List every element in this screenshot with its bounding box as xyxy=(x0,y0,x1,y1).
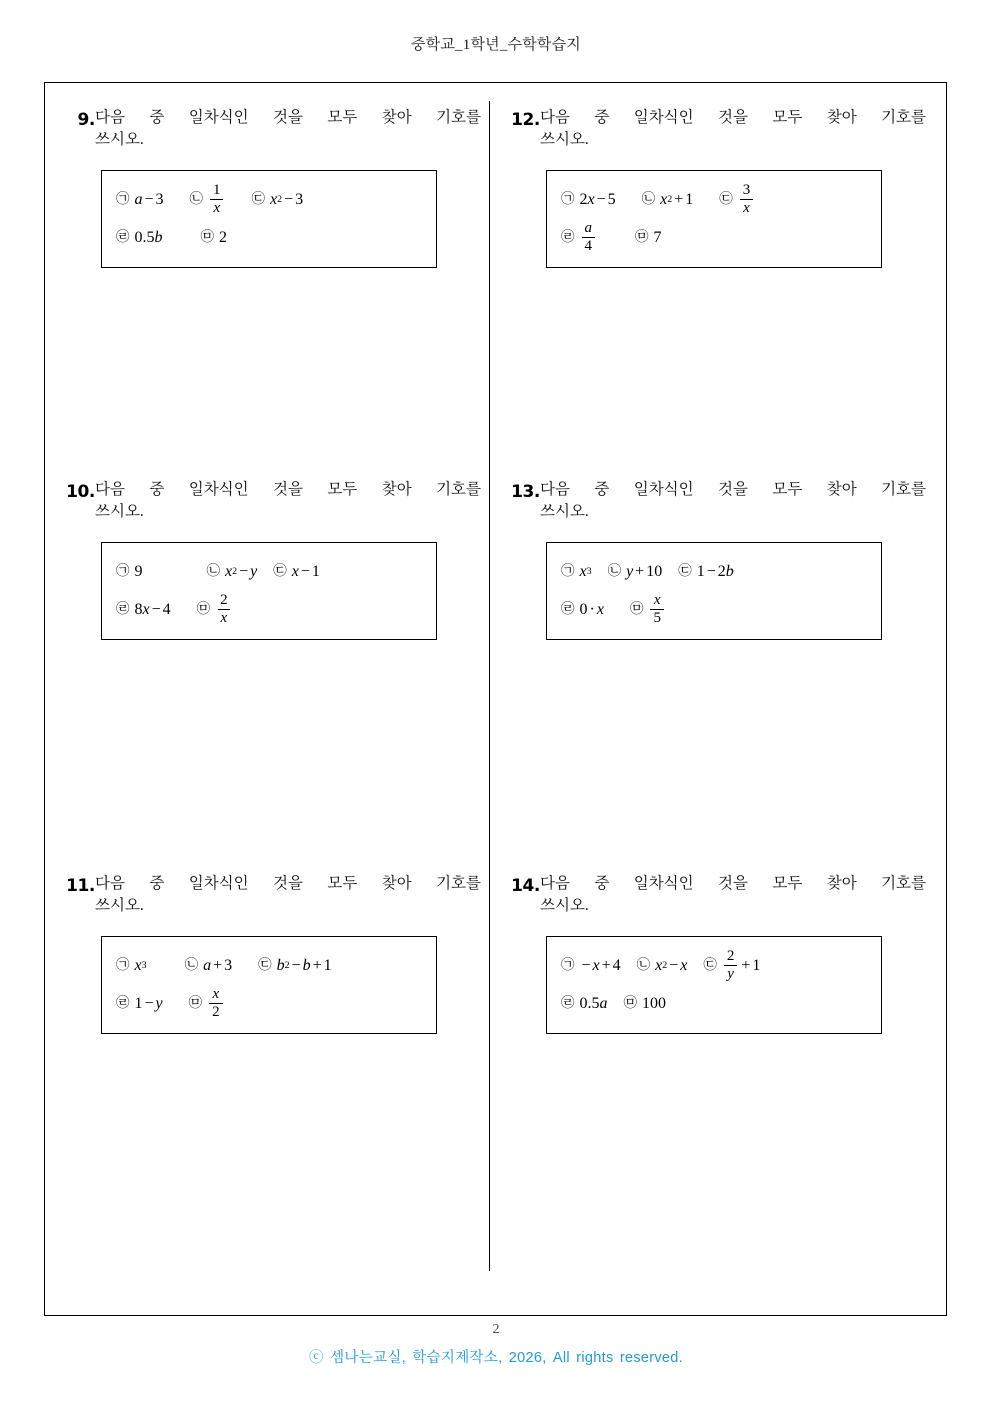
prompt-line-1: 다음 중 일차식인 것을 모두 찾아 기호를 xyxy=(540,109,926,126)
prompt-line-1: 다음 중 일차식인 것을 모두 찾아 기호를 xyxy=(95,481,481,498)
problem-14-prompt xyxy=(540,873,926,918)
choice-mark-circled-nieun: ㉡ xyxy=(184,957,199,974)
prompt-line-2: 쓰시오. xyxy=(95,503,144,521)
problem-14-number: 14. xyxy=(511,876,540,896)
problem-9-choice-d-expr: 0.5 b xyxy=(134,228,163,246)
problem-11-choice-row-2 xyxy=(116,987,424,1021)
worksheet-page-frame xyxy=(44,82,947,1316)
choice-mark-circled-nieun: ㉡ xyxy=(206,563,220,580)
choice-mark-circled-rieul: ㉣ xyxy=(116,229,130,246)
problem-10-choice-row-1 xyxy=(116,555,424,589)
problem-11-number: 11. xyxy=(66,876,95,896)
problem-10-choice-e-expr: $\frac{2}{x}$ xyxy=(215,593,233,627)
problem-10-choice-c xyxy=(273,563,320,581)
choice-mark-circled-digeut: ㉢ xyxy=(703,957,717,974)
problem-11-choice-d-expr: 1 − y xyxy=(134,994,163,1012)
prompt-line-1: 다음 중 일차식인 것을 모두 찾아 기호를 xyxy=(540,481,926,498)
problem-14-choice-row-2 xyxy=(561,987,869,1021)
problem-10-choice-a xyxy=(116,563,143,581)
problem-9-choice-a xyxy=(116,191,164,209)
problem-10-prompt xyxy=(95,479,481,524)
problem-12-number: 12. xyxy=(511,110,540,130)
problem-11-prompt xyxy=(95,873,481,918)
problem-14-choice-a xyxy=(561,957,621,975)
page-number: 2 xyxy=(492,1322,500,1337)
problem-10-choice-a-expr: 9 xyxy=(134,562,143,580)
choice-mark-circled-rieul: ㉣ xyxy=(561,229,575,246)
choice-mark-circled-rieul: ㉣ xyxy=(116,995,130,1012)
choice-mark-circled-giyeok: ㉠ xyxy=(116,563,130,580)
problem-9-choice-b-expr: $\frac{1}{x}$ xyxy=(208,183,226,217)
problem-14-choice-b-expr: x 2 − x xyxy=(655,956,688,974)
problem-14-choice-box xyxy=(546,936,882,1034)
problem-14-choice-c xyxy=(703,949,760,983)
problem-11-choice-c-expr: b 2 − b + 1 xyxy=(276,956,332,974)
problem-12-choice-d-expr: $\frac{a}{4}$ xyxy=(580,221,598,255)
left-column xyxy=(45,83,489,1315)
problem-11-choice-e xyxy=(189,987,225,1021)
problem-9-choice-b xyxy=(190,183,226,217)
problem-11-choice-a-expr: x 3 xyxy=(134,956,147,974)
prompt-line-2: 쓰시오. xyxy=(95,131,144,149)
choice-mark-circled-digeut: ㉢ xyxy=(273,563,287,580)
prompt-line-1: 다음 중 일차식인 것을 모두 찾아 기호를 xyxy=(95,875,481,892)
problem-12-choice-b-expr: x 2 + 1 xyxy=(660,190,694,208)
problem-10-choice-b-expr: x 2 − y xyxy=(225,562,258,580)
problem-12-choice-row-1 xyxy=(561,183,869,217)
problem-13-choice-b xyxy=(608,563,663,581)
choice-mark-circled-mieum: ㉤ xyxy=(623,995,637,1012)
problem-14-choice-b xyxy=(637,957,688,975)
problem-9-choice-e xyxy=(201,229,228,247)
problem-12 xyxy=(490,107,934,268)
problem-13-choice-e-expr: $\frac{x}{5}$ xyxy=(648,593,666,627)
problem-12-choice-box xyxy=(546,170,882,268)
problem-14-choice-a-expr: − x + 4 xyxy=(581,956,621,974)
choice-mark-circled-digeut: ㉢ xyxy=(719,191,733,208)
problem-10-choice-row-2 xyxy=(116,593,424,627)
problem-12-head xyxy=(490,107,934,152)
problem-10-choice-box xyxy=(101,542,437,640)
problem-12-choice-e xyxy=(635,229,662,247)
problem-12-choice-a xyxy=(561,191,616,209)
problem-14-head xyxy=(490,873,934,918)
problem-9-prompt xyxy=(95,107,481,152)
problem-13-choice-c-expr: 1 − 2 b xyxy=(696,562,734,580)
problem-10-choice-d xyxy=(116,601,171,619)
problem-9 xyxy=(45,107,489,268)
choice-mark-circled-giyeok: ㉠ xyxy=(116,191,130,208)
problem-10 xyxy=(45,479,489,640)
problem-13-choice-box xyxy=(546,542,882,640)
problem-11-head xyxy=(45,873,489,918)
problem-13-choice-a-expr: x 3 xyxy=(579,562,592,580)
choice-mark-circled-nieun: ㉡ xyxy=(607,563,622,580)
choice-mark-circled-giyeok: ㉠ xyxy=(561,957,575,974)
choice-mark-circled-giyeok: ㉠ xyxy=(561,191,575,208)
problem-11-choice-b xyxy=(185,957,233,975)
problem-12-choice-e-expr: 7 xyxy=(653,228,662,246)
problem-12-choice-row-2 xyxy=(561,221,869,255)
problem-14-choice-d xyxy=(561,995,608,1013)
choice-mark-circled-nieun: ㉡ xyxy=(636,957,651,974)
problem-13-choice-row-1 xyxy=(561,555,869,589)
choice-mark-circled-digeut: ㉢ xyxy=(258,957,272,974)
problem-13-choice-d xyxy=(561,601,604,619)
problem-9-number: 9. xyxy=(77,110,95,130)
problem-9-choice-e-expr: 2 xyxy=(219,228,227,246)
problem-13-choice-e xyxy=(630,593,666,627)
problem-9-choice-a-expr: a − 3 xyxy=(134,190,164,208)
problem-13-number: 13. xyxy=(511,482,540,502)
problem-11-choice-box xyxy=(101,936,437,1034)
choice-mark-circled-rieul: ㉣ xyxy=(116,601,130,618)
problem-11-choice-c xyxy=(258,957,332,975)
problem-10-number: 10. xyxy=(66,482,95,502)
problem-9-choice-box xyxy=(101,170,437,268)
choice-mark-circled-nieun: ㉡ xyxy=(189,191,204,208)
prompt-line-1: 다음 중 일차식인 것을 모두 찾아 기호를 xyxy=(540,875,926,892)
problem-11-choice-row-1 xyxy=(116,949,424,983)
problem-10-choice-d-expr: 8 x − 4 xyxy=(134,600,171,618)
problem-10-choice-c-expr: x − 1 xyxy=(291,562,320,580)
problem-11 xyxy=(45,873,489,1034)
prompt-line-2: 쓰시오. xyxy=(95,897,144,915)
problem-14-choice-c-expr: $\frac{2}{y}$ + 1 xyxy=(722,949,761,983)
prompt-line-2: 쓰시오. xyxy=(540,503,589,521)
choice-mark-circled-mieum: ㉤ xyxy=(188,995,203,1012)
problem-12-choice-a-expr: 2 x − 5 xyxy=(579,190,616,208)
right-column xyxy=(490,83,934,1315)
problem-11-choice-a xyxy=(116,957,147,975)
choice-mark-circled-rieul: ㉣ xyxy=(561,601,575,618)
problem-12-choice-d xyxy=(561,221,597,255)
choice-mark-circled-rieul: ㉣ xyxy=(561,995,575,1012)
choice-mark-circled-mieum: ㉤ xyxy=(200,229,214,246)
prompt-line-1: 다음 중 일차식인 것을 모두 찾아 기호를 xyxy=(95,109,481,126)
problem-13-choice-c xyxy=(678,563,734,581)
problem-12-choice-b xyxy=(642,191,694,209)
problem-9-choice-c-expr: x 2 − 3 xyxy=(270,190,304,208)
problem-13-choice-row-2 xyxy=(561,593,869,627)
prompt-line-2: 쓰시오. xyxy=(540,131,589,149)
problem-11-choice-e-expr: $\frac{x}{2}$ xyxy=(207,987,225,1021)
choice-mark-circled-mieum: ㉤ xyxy=(196,601,211,618)
problem-13-head xyxy=(490,479,934,524)
problem-13-choice-d-expr: 0 · x xyxy=(579,600,604,618)
copyright-notice: ⓒ 셈나는교실, 학습지제작소, 2026, All rights reserved. xyxy=(308,1350,683,1366)
problem-9-choice-d xyxy=(116,229,163,247)
problem-10-head xyxy=(45,479,489,524)
problem-14-choice-row-1 xyxy=(561,949,869,983)
problem-14 xyxy=(490,873,934,1034)
problem-9-choice-row-1 xyxy=(116,183,424,217)
problem-10-choice-b xyxy=(207,563,258,581)
choice-mark-circled-nieun: ㉡ xyxy=(641,191,656,208)
choice-mark-circled-giyeok: ㉠ xyxy=(116,957,130,974)
page-header-title: 중학교_1학년_수학학습지 xyxy=(410,37,581,53)
problem-13-choice-b-expr: y + 10 xyxy=(626,562,663,580)
problem-14-choice-e xyxy=(624,995,667,1013)
problem-14-choice-d-expr: 0.5 a xyxy=(579,994,608,1012)
problem-12-prompt xyxy=(540,107,926,152)
problem-12-choice-c xyxy=(719,183,755,217)
problem-9-head xyxy=(45,107,489,152)
prompt-line-2: 쓰시오. xyxy=(540,897,589,915)
problem-13-choice-a xyxy=(561,563,592,581)
problem-13 xyxy=(490,479,934,640)
problem-9-choice-c xyxy=(252,191,304,209)
choice-mark-circled-digeut: ㉢ xyxy=(251,191,266,208)
problem-10-choice-e xyxy=(197,593,233,627)
choice-mark-circled-digeut: ㉢ xyxy=(678,563,692,580)
problem-11-choice-b-expr: a + 3 xyxy=(203,956,233,974)
problem-columns xyxy=(45,83,946,1315)
choice-mark-circled-giyeok: ㉠ xyxy=(561,563,575,580)
problem-11-choice-d xyxy=(116,995,163,1013)
problem-13-prompt xyxy=(540,479,926,524)
choice-mark-circled-mieum: ㉤ xyxy=(629,601,644,618)
problem-9-choice-row-2 xyxy=(116,221,424,255)
problem-12-choice-c-expr: $\frac{3}{x}$ xyxy=(738,183,756,217)
problem-14-choice-e-expr: 100 xyxy=(642,994,666,1012)
choice-mark-circled-mieum: ㉤ xyxy=(635,229,649,246)
